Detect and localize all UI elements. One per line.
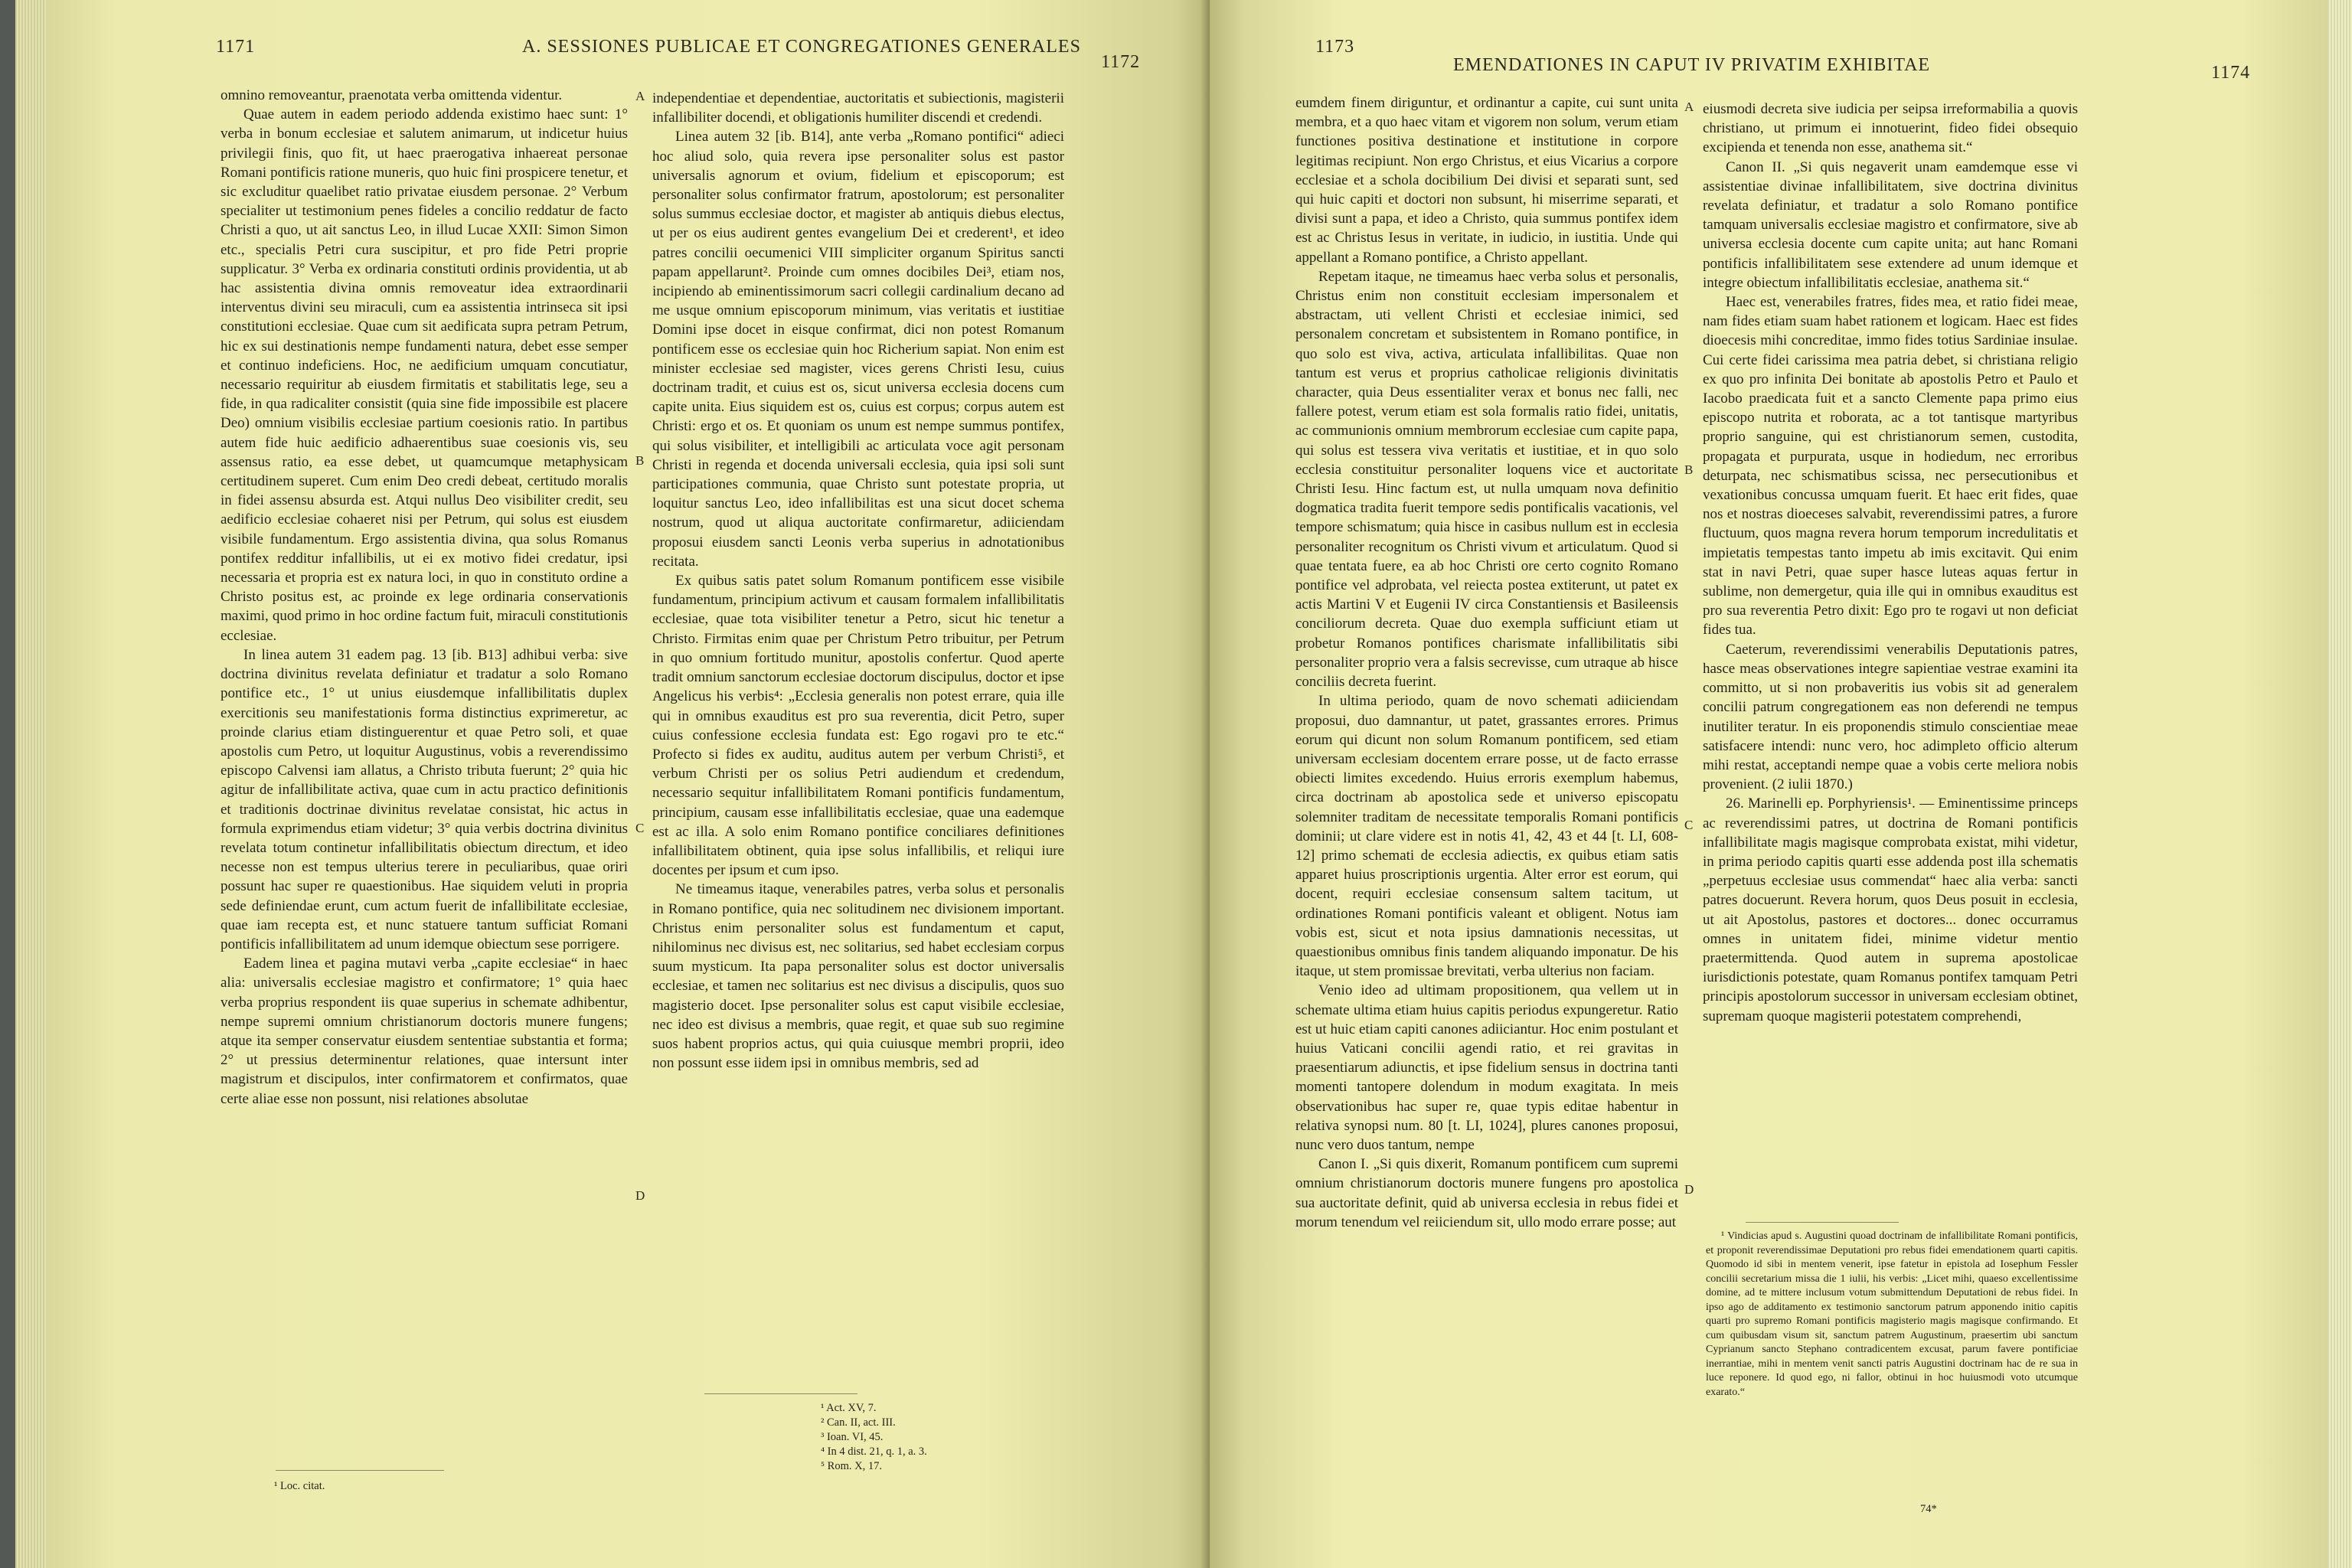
paragraph: Caeterum, reverendissimi venerabilis Deputationis patres, hasce meas observationes integre sapientiae vestrae examini ita committo, ut si non probaveritis ius vobis sit ad generalem concilii patrum congregationem eas non deferendi ne tempus inutiliter teratur. In eis proponendis stimulo conscientiae meae satisfacere intendi: nunc vero, hoc adimpleto officio alterum mihi restat, acceptandi nempe quae a vobis certe meliora nobis provenient. (2 iulii 1870.) (1703, 641, 2078, 793)
margin-letter-a: A (635, 89, 645, 103)
page-number-1171: 1171 (216, 37, 256, 57)
paragraph: Linea autem 32 [ib. B14], ante verba „Romano pontifici“ adieci hoc aliud solo, quia revera ipse personaliter solus est pastor universalis agnorum et ovium, fidelium et episcoporum; est personaliter solus confirmator fratrum, apostolorum; est personaliter solus summus ecclesiae doctor, et magister ab antiquis diebus electus, ut per os eius audirent gentes evangelium Dei et crederent¹, et ideo patres concilii oecumenici VIII simpliciter organum Spiritus sancti papam appellarunt². Proinde cum omnes docibiles Dei³, etiam nos, incipiendo ab eminentissimorum sacri collegii cardinalium decano ad me usque omnium episcoporum minimum, vias veritatis et iustitiae Domini ipse docet in eisque confirmat, dici non potest Romanum pontificem esse os ecclesiae quin hoc Richerium sapiat. Non enim est minister ecclesiae sed magister, vices gerens Christi Iesu, cuius doctrinam tradit, et cuius est os, sicut universa ecclesia docens cum capite unita. Eius siquidem est os, cuius est corpus; corpus autem est Christi: ergo et os. Et quoniam os unum est nempe summus pontifex, qui solus visibiliter, et intelligibili ac articulata voce agit personam Christi in regenda et docenda universali ecclesia, quia ipsi soli sunt participationes communia, quae Christo sunt potestate propria, ut loquitur sanctus Leo, ideo infallibilitas est una sicut docet schema nostrum, quod ut aliqua auctoritate confirmaretur, adiiciendam proposui eiusdem sancti Leonis verba superius in adnotationibus recitata. (652, 129, 1064, 570)
left-column-1 (220, 86, 628, 1109)
footnotes-left-col2 (821, 1401, 927, 1474)
paragraph: 26. Marinelli ep. Porphyriensis¹. — Eminentissime princeps ac reverendissimi patres, ut doctrina de Romani pontificis infallibilitate magis magisque comprobata existat, mihi videtur, in prima periodo capitis quarti esse addenda post illa schematis „perpetuus ecclesiae usus commendat“ haec alia verba: sancti patres docuerunt. Revera horum, quos Deus posuit in ecclesia, ut ait Apostolus, pastores et doctores... donec occurramus omnes in unitatem fidei, minime videtur mentio praetermittenda. Quod autem in suprema apostolicae iurisdictionis potestate, quam Romanus pontifex tamquam Petri principis apostolorum successor in universam ecclesiam obtinet, supremam quoque magisterii potestatem comprehendi, (1703, 795, 2078, 1024)
paragraph: Eadem linea et pagina mutavi verba „capite ecclesiae“ in haec alia: universalis ecclesiae magistro et confirmatore; 1° quia haec verba proprius respondent iis quae superius in schemate adhibentur, nempe supremi omnium christianorum doctoris munere fungens; atque ita semper conservatur eiusdem sententiae substantia et forma; 2° ut pressius determinentur relationes, quae intersunt inter magistrum et discipulos, inter confirmatorem et confirmatos, quae certe aliae esse non possunt, nisi relationes absolutae (220, 956, 628, 1107)
signature-mark: 74* (1920, 1503, 1937, 1515)
footnote-text: ¹ Vindicias apud s. Augustini quoad doctrinam de infallibilitate Romani pontificis, et proponit reverendissimae Deputationi pro rebus fidei emendationem quarti capitis. Quomodo id sibi in mentem venerit, ipse fatetur in epistola ad Iosephum Fessler concilii secretarium missa die 1 iulii, his verbis: „Licet mihi, quaeso excellentissime domine, ad te mittere inclusum votum submittendum Deputationi de rebus fidei. In ipso ago de additamento ex testimonio sanctorum patrum apponendo initio capitis quarti pro supremo Romani pontificis magisterio magis magisque confirmando. Et cum quibusdam visum sit, sanctum patrem Augustinum, praesertim ubi sanctum Cyprianum sancto Stephano contradicentem excusat, parum favere pontificiae inerrantiae, mihi in mentem venit sancti patris Augustini doctrinam hac de re sua in luce reponere. Id quod ego, ni fallor, obtinui in hoc huiusmodi voto utcumque exarato.“ (1706, 1230, 2078, 1398)
right-page (1210, 0, 2328, 1568)
margin-letter-a: A (1684, 100, 1694, 114)
page-number-1172: 1172 (1101, 52, 1141, 72)
paragraph: omnino removeantur, praenotata verba omittenda videntur. (220, 87, 563, 103)
footnote: ⁴ In 4 dist. 21, q. 1, a. 3. (821, 1446, 927, 1458)
paragraph: Repetam itaque, ne timeamus haec verba solus et personalis, Christus enim non constituit ecclesiam impersonalem et abstractam, uti vellent Christi et ecclesiae inimici, sed personalem concretam et subsistentem in Romano pontifice, in quo solo est viva, activa, articulata infallibilitas. Quae non tantum est verus et proprius catholicae religionis divinitatis character, quia Deus essentialiter verax et bonus nec falli, nec fallere potest, verum etiam est sola formalis ratio fidei, unitatis, ac communionis omnium membrorum ecclesiae cum capite papa, qui solus est tessera viva veritatis et iustitiae, et in quo solo ecclesia constituitur personaliter loquens vice et auctoritate Christi Iesu. Hinc factum est, ut nulla umquam nova definitio dogmatica tradita fuerit tempore sedis pontificalis vacationis, vel tempore schismatum; quia hisce in casibus nullum est in ecclesia personaliter recognitum os Christi vivum et articulatum. Quod si quae tentata fuere, ea ab hoc Christi ore certo cognito Romano pontifice vel adprobata, vel reiecta postea extiterunt, ut patet ex actis Martini V et Eugenii IV circa Constantiensis et Basileensis conciliorum decreta. Quae duo exempla sufficiunt etiam ut probetur Romanos pontifices charismate infallibilitatis sibi personaliter proprio vera a falsis secrevisse, cum utraque ab hisce conciliis decreta fuerint. (1295, 268, 1678, 691)
paragraph: eiusmodi decreta sive iudicia per seipsa irreformabilia a quovis christiano, ut primum ei innotuerint, fideo fidei obsequio excipienda et tenenda non esse, anathema sit.“ (1703, 101, 2078, 156)
footnote-loc-citat: ¹ Loc. citat. (274, 1480, 325, 1492)
paragraph: Venio ideo ad ultimam propositionem, qua vellem ut in schemate ultima etiam huius capitis periodus expungeretur. Ratio est ut huic etiam capiti canones adiiciantur. Hoc enim postulant et huius Vaticani concilii agendi ratio, et rei gravitas in praesentiarum adiunctis, et ipse fidelium sensus in doctrina tanti momenti tantopere dolendum in modum exagitata. In meis observationibus hac super re, quae typis editae habentur in relativa synopsi num. 80 [t. LI, 1024], plures canones proposui, nunc vero duos tantum, nempe (1295, 982, 1678, 1153)
margin-letter-d: D (1684, 1182, 1694, 1197)
running-title-left: A. SESSIONES PUBLICAE ET CONGREGATIONES GENERALES (522, 37, 1081, 57)
page-number-1173: 1173 (1315, 37, 1355, 57)
paragraph: Canon I. „Si quis dixerit, Romanum pontificem cum supremi omnium christianorum doctoris munere fungens pro apostolica sua auctoritate definit, quid ab universa ecclesia in rebus fidei et morum tenendum vel reiiciendum sit, ullo modo errare posse; aut (1295, 1156, 1678, 1230)
paragraph: Ex quibus satis patet solum Romanum pontificem esse visibile fundamentum, principium activum et causam formalem infallibilitatis ecclesiae, quae tota visibiliter tenetur a Petro, sicut hic tenetur a Christo. Firmitas enim quae per Christum Petro tribuitur, per Petrum in quo omnium fortitudo munitur, apostolis confertur. Quod aperte tradit omnium sanctorum ecclesiae doctorum discipulus, doctor et ipse Angelicus his verbis⁴: „Ecclesia generalis non potest errare, quia ille qui in omnibus exauditus est pro sua reverentia, dicit Petro, super cuius confessione ecclesia fundata est: Ego rogavi pro te etc.“ Profecto si fides ex auditu, auditus autem per verbum Christi⁵, et verbum Christi per os solius Petri audiendum et credendum, necessario sequitur infallibilitatem Romani pontificis fundamentum, principium, causam esse infallibilitatis ecclesiae, quae una eademque est ac illa. A solo enim Romano pontifice conciliares definitiones infallibilitatem obtinent, quia ipse solus infallibilis, et reliqui iure docentes per ipsum et cum ipso. (652, 573, 1064, 879)
margin-letter-b: B (1684, 462, 1694, 477)
paragraph: In linea autem 31 eadem pag. 13 [ib. B13] adhibui verba: sive doctrina divinitus revelata definiatur et tradatur a solo Romano pontifice etc., 1° ut unius eiusdemque infallibilitatis duplex exercitionis seu manifestationis forma distinctius exprimeretur, ac proinde clarius etiam distinguerentur et quae Petro soli, et quae apostolis cum Petro, ut loquitur Augustinus, vobis a reverendissimo episcopo Calvensi iam allatus, a Christo tributa fuerunt; 2° quia hic agitur de infallibilitate activa, quae cum in actu practico definitionis et traditionis doctrinae divinitus revelatae consistat, hic actus in formula exprimendus etiam videtur; 3° quia verbis doctrina divinitus revelata totum continetur infallibilitatis obiectum directum, et ideo necesse non est tempus ulterius terere in peculiaribus, quae oriri possunt hac super re quaestionibus. Hae siquidem veluti in propria sede definiendae erunt, cum actum fuerit de infallibilitate ecclesiae, quae iam recepta est, et nunc statuere tantum sufficiat Romani pontificis infallibilitatem ad unum idemque obiectum sese porrigere. (220, 646, 628, 952)
right-column-2 (1703, 100, 2078, 1026)
left-column-2 (652, 89, 1064, 1073)
paragraph: Haec est, venerabiles fratres, fides mea, et ratio fidei meae, nam fides etiam suam habet rationem et logicam. Haec est fides dioecesis mihi concreditae, immo fides totius Sardiniae insulae. Cui certe fidei carissima mea patria debet, si christiana religio ex quo pro infinita Dei bonitate ab apostolis Petro et Paulo et Iacobo praedicata fuit et a sancto Clemente papa primo eius episcopo nutrita et roborata, ac a tot tantisque martyribus proprio sanguine, qui est christianorum semen, custodita, propagata et purpurata, usque in hodiedum, nec erroribus deturpata, nec schismatibus scissa, nec persecutionibus et vexationibus concussa umquam fuerit. Et haec erit fides, quae nos et nostras dioeceses salvabit, reverendissimi patres, a furore fluctuum, quos magna revera horum temporum incredulitatis et impietatis tempestas tanto impetu ab imis excitavit. Qui enim stat in navi Petri, quae super hasce luteas aquas fertur in sublime, non demergetur, quia ille qui in omnibus exauditus est pro sua reverentia Petro dixit: Ego pro te rogavi ut non deficiat fides tua. (1703, 294, 2078, 639)
footnote: ⁵ Rom. X, 17. (821, 1460, 882, 1472)
left-page (46, 0, 1210, 1568)
footnote-marinelli (1706, 1230, 2078, 1400)
margin-letter-d: D (635, 1188, 645, 1203)
footnote: ² Can. II, act. III. (821, 1416, 896, 1429)
paragraph: Ne timeamus itaque, venerabiles patres, verba solus et personalis in Romano pontifice, quia nec solitudinem nec divisionem important. Christus enim personaliter solus est fundamentum et caput, nihilominus nec divisus est, nec solitarius, sed habet ecclesiam corpus suum mysticum. Ita papa personaliter solus est doctor universalis ecclesiae, et tamen nec solitarius est nec divisus a discipulis, quos suo magisterio docet. Ipse personaliter solus est caput visibile ecclesiae, nec ideo est divisus a membris, quae regit, et quae sub suo regimine suos habent proprios actus, qui quia cuiusque membri proprii, ideo non possunt esse iidem ipsi in omnibus membris, sed ad (652, 881, 1064, 1072)
page-number-1174: 1174 (2211, 63, 2251, 83)
footnote-rule (704, 1393, 858, 1394)
footnote-rule (276, 1470, 444, 1471)
running-title-right: EMENDATIONES IN CAPUT IV PRIVATIM EXHIBITAE (1453, 55, 1931, 75)
footnote: ³ Ioan. VI, 45. (821, 1431, 884, 1443)
footnote: ¹ Act. XV, 7. (821, 1402, 877, 1414)
open-book (15, 0, 2352, 1568)
paragraph: Quae autem in eadem periodo addenda existimo haec sunt: 1° verba in bonum ecclesiae et salutem animarum, ut indicetur huius privilegii finis, quo fit, ut haec praerogativa inhaereat personae Romani pontificis ratione muneris, quo huic fini prospicere tenetur, et sic excluditur quaelibet ratio privatae eiusdem personae. 2° Verbum specialiter ut testimonium penes fideles a concilio reddatur de facto Christi a quo, ut ait sanctus Leo, in illud Lucae XXII: Simon Simon etc., specialis Petri cura suscipitur, et pro fide Petri proprie supplicatur. 3° Verba ex ordinaria constituti ordinis providentia, ut ab hac assistentia divina omnis removeatur idea extraordinarii interventus divini seu miraculi, cum ea assistentia intrinseca sit ipsi constitutioni ecclesiae. Quae cum sit aedificata supra petram Petrum, hic ex sui destinationis nempe fundamenti natura, debet esse semper et continuo indeficiens. Hoc, ne aedificium umquam concutiatur, necessario requiritur ab eiusdem firmitatis et stabilitatis lege, seu a fide, in qua radicaliter consistit (quia sine fide impossibile est placere Deo) omnium visibilis ecclesiae partium coesionis ratio. In partibus autem fide huic aedificio adhaerentibus suae coesionis vis, seu assensus ratio, ea esse debet, ut quamcumque metaphysicam certitudinem superet. Cum enim Deo credi debeat, certitudo moralis in fidei assensu absurda est. Atqui nullus Deo visibiliter credit, seu aedificio ecclesiae cohaeret nisi per Petrum, qui solus est eiusdem visibile fundamentum. Ergo assistentia divina, qua solus Romanus pontifex redditur infallibilis, ut ei ex motivo fidei credatur, ipsi necessaria et propria est ex natura loci, in quo in constituto ordine a Christo positus est, ac proinde ex lege ordinaria conservationis maximi, quod primo in hoc ordine factum fuit, miraculi constitutionis ecclesiae. (220, 106, 628, 644)
margin-letter-c: C (635, 821, 645, 835)
paragraph: Canon II. „Si quis negaverit unam eamdemque esse vi assistentiae divinae infallibilitatem, sive doctrina divinitus revelata definiatur, et tradatur a solo Romano pontifice tamquam universalis ecclesiae magistro et confirmatore, sive ab universa ecclesia docente cum capite unita; aut hanc Romani pontificis infallibilitatem sese extendere ad unum idemque et integre obiectum infallibilitatis ecclesiae, anathema sit.“ (1703, 158, 2078, 291)
paragraph: eumdem finem diriguntur, et ordinantur a capite, cui sunt unita membra, et a quo haec vitam et vigorem non solum, verum etiam functiones positiva destinatione et institutione in corpore legitimas recipiunt. Non ergo Christus, et eius Vicarius a corpore ecclesiae et a schola docibilium Dei divisi et separati sunt, sed qui huic capiti et doctori non subsunt, hi miserrime separati, et divisi sunt a papa, et ideo a Christo, quia summus pontifex idem est ac Christus Iesus in veritate, in iudicio, in iustitia. Unde qui appellant a Romano pontifice, a Christo appellant. (1295, 95, 1678, 266)
paragraph: independentiae et dependentiae, auctoritatis et subiectionis, magisterii infallibiliter docendi, et obligationis humiliter discendi et credendi. (652, 90, 1064, 126)
paragraph: In ultima periodo, quam de novo schemati adiiciendam proposui, duo damnantur, ut patet, grassantes errores. Primus eorum qui dicunt non solum Romanum pontificem, sed etiam universam ecclesiam docentem errare posse, ut de facto errasse obiecti limites excedendo. Huius erroris exemplum habemus, circa doctrinam ab apostolica sede et universo episcopatu solemniter traditam de necessitate temporalis Romani pontificis dominii; ut clare videre est in notis 41, 42, 43 et 44 [t. LI, 608-12] primo schemati de ecclesia adiectis, ex quibus etiam satis apparet huius proscriptionis urgentia. Alter error est eorum, qui docent, requiri ecclesiae consensum saltem tacitum, ut ordinationes Romani pontificis valeant et obligent. Notus iam vobis est, sicut et nota ipsius damnationis necessitas, ut quaestionibus omnibus finis tandem aliquando imponatur. De his itaque, ut stem promissae brevitati, verba ulterius non faciam. (1295, 693, 1678, 980)
right-column-1 (1295, 93, 1678, 1232)
margin-letter-b: B (635, 453, 645, 468)
margin-letter-c: C (1684, 818, 1694, 832)
footnote-rule (1746, 1222, 1899, 1223)
right-page-edges (2328, 0, 2352, 1568)
